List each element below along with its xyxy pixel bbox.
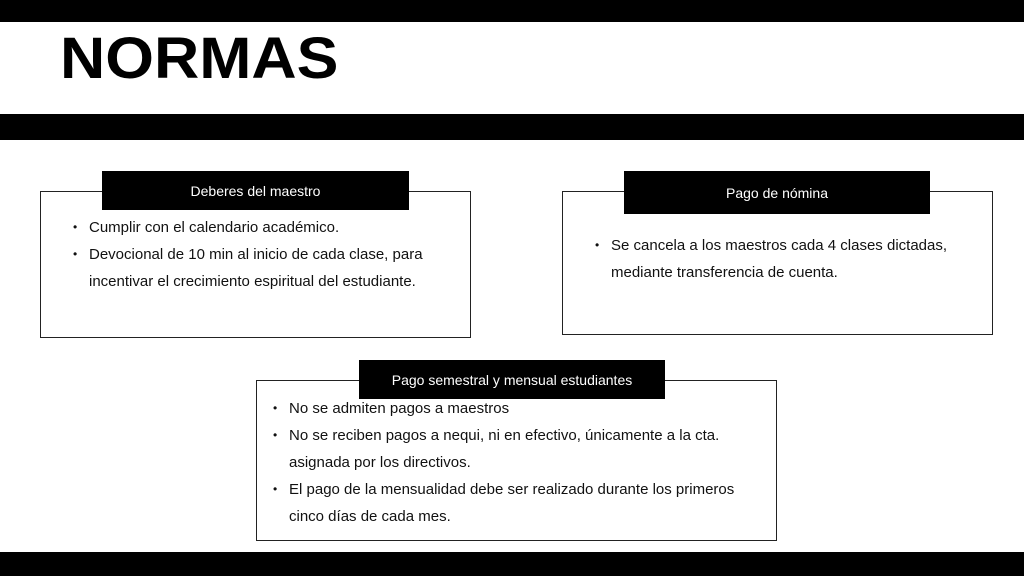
list-item: • No se admiten pagos a maestros	[269, 395, 769, 422]
header-divider-bar	[0, 114, 1024, 140]
list-item: • Cumplir con el calendario académico.	[69, 214, 454, 241]
list-item: • El pago de la mensualidad debe ser realizado durante los primeros cinco días de cada mes.	[269, 476, 769, 530]
teacher-duties-label: Deberes del maestro	[102, 171, 409, 210]
slide-title: NORMAS	[60, 26, 339, 91]
list-item: • Se cancela a los maestros cada 4 clases dictadas, mediante transferencia de cuenta.	[591, 232, 981, 286]
teacher-duties-card	[40, 191, 471, 338]
teacher-duties-list	[69, 214, 454, 295]
student-payments-label: Pago semestral y mensual estudiantes	[359, 360, 665, 399]
payroll-list	[591, 232, 981, 286]
list-item: • Devocional de 10 min al inicio de cada clase, para incentivar el crecimiento espiritual del estudiante.	[69, 241, 454, 295]
student-payments-list	[269, 395, 769, 530]
payroll-label: Pago de nómina	[624, 171, 930, 214]
student-payments-card	[256, 380, 777, 541]
top-black-bar	[0, 0, 1024, 22]
list-item: • No se reciben pagos a nequi, ni en efectivo, únicamente a la cta. asignada por los directivos.	[269, 422, 769, 476]
bottom-black-bar	[0, 552, 1024, 576]
